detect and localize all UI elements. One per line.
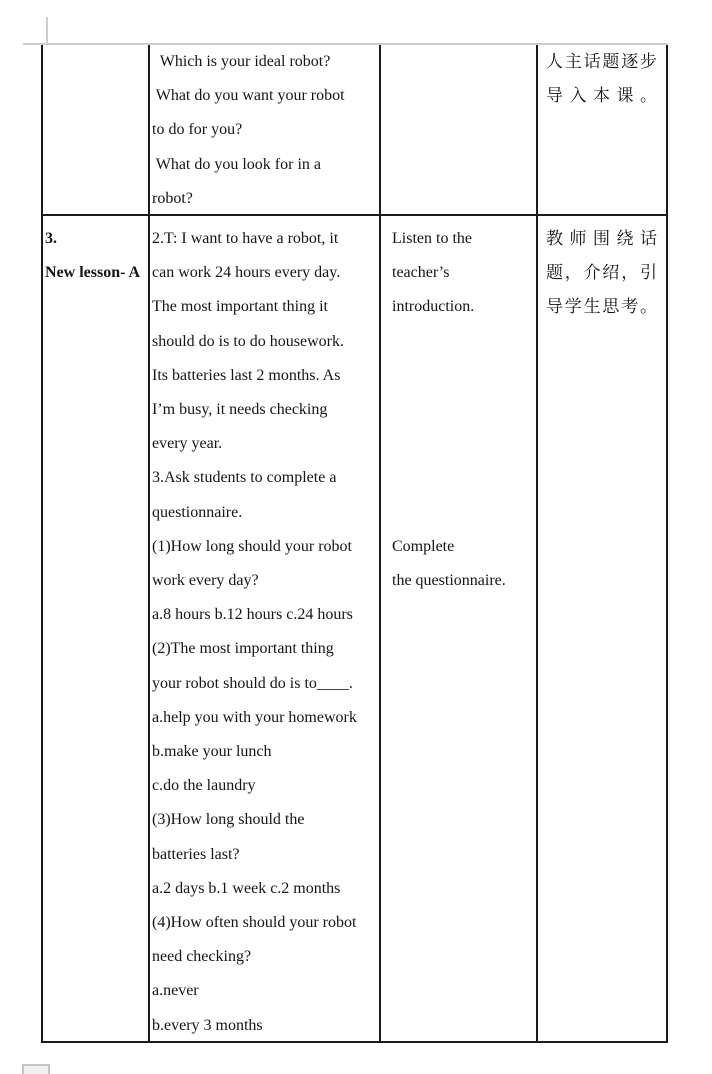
design-purpose-cell-intro [538,45,668,214]
student-activity-cell-new-lesson [381,214,538,1043]
text-line: questionnaire. [152,503,243,521]
text-line: should do is to do housework. [152,332,344,350]
student-activity-complete-block [392,530,536,598]
stage-cell-new-lesson [43,214,150,1043]
text-line: New lesson- A [45,264,141,282]
text-line: need checking? [152,948,252,966]
text-line: a.2 days b.1 week c.2 months [152,879,341,897]
stage-cell-intro [43,45,150,214]
text-line: 教师围绕话 [546,229,657,248]
text-line: batteries last? [152,845,240,863]
text-line: 题，介绍，引 [546,263,657,283]
text-line: every year. [152,435,223,453]
text-line: can work 24 hours every day. [152,264,341,282]
text-line: (4)How often should your robot [152,914,357,932]
text-line: a.help you with your homework [152,708,357,726]
text-line: a.never [152,982,199,1000]
student-activity-cell-intro [381,45,538,214]
text-line: 导入本课。 [546,86,657,106]
design-purpose-cell-new-lesson [538,214,668,1043]
text-line: Listen to the [392,230,472,247]
text-line: teacher’s [392,264,450,282]
text-line: 导学生思考。 [546,297,657,317]
text-line: b.make your lunch [152,743,272,761]
text-line: 3.Ask students to complete a [152,469,337,487]
student-activity-listen-block [392,222,536,325]
text-line: to do for you? [152,121,243,139]
text-line: (1)How long should your robot [152,537,352,555]
text-line: I’m busy, it needs checking [152,401,328,419]
text-line: b.every 3 months [152,1016,263,1034]
teacher-activity-cell-new-lesson [150,214,381,1043]
text-line: 人主话题逐步 [546,52,657,71]
text-line: Its batteries last 2 months. As [152,366,341,384]
text-line: introduction. [392,298,475,316]
text-line: Complete [392,537,455,555]
text-line: robot? [152,189,193,207]
text-line: work every day? [152,572,259,590]
teacher-activity-cell-intro [150,45,381,214]
text-line: the questionnaire. [392,571,506,589]
text-line: (2)The most important thing [152,640,334,658]
text-line: 3. [45,230,57,247]
text-line: What do you want your robot [152,87,345,105]
text-line: c.do the laundry [152,777,256,795]
text-line: a.8 hours b.12 hours c.24 hours [152,606,353,624]
text-line: The most important thing it [152,298,328,316]
lesson-plan-table [41,45,668,1043]
text-boundary-corner-mark [46,17,48,44]
text-line: What do you look for in a [152,155,322,173]
text-line: (3)How long should the [152,811,305,829]
next-page-corner-mark [22,1064,50,1074]
text-line: your robot should do is to____. [152,674,353,692]
text-line: 2.T: I want to have a robot, it [152,230,339,247]
text-line: Which is your ideal robot? [152,53,331,70]
